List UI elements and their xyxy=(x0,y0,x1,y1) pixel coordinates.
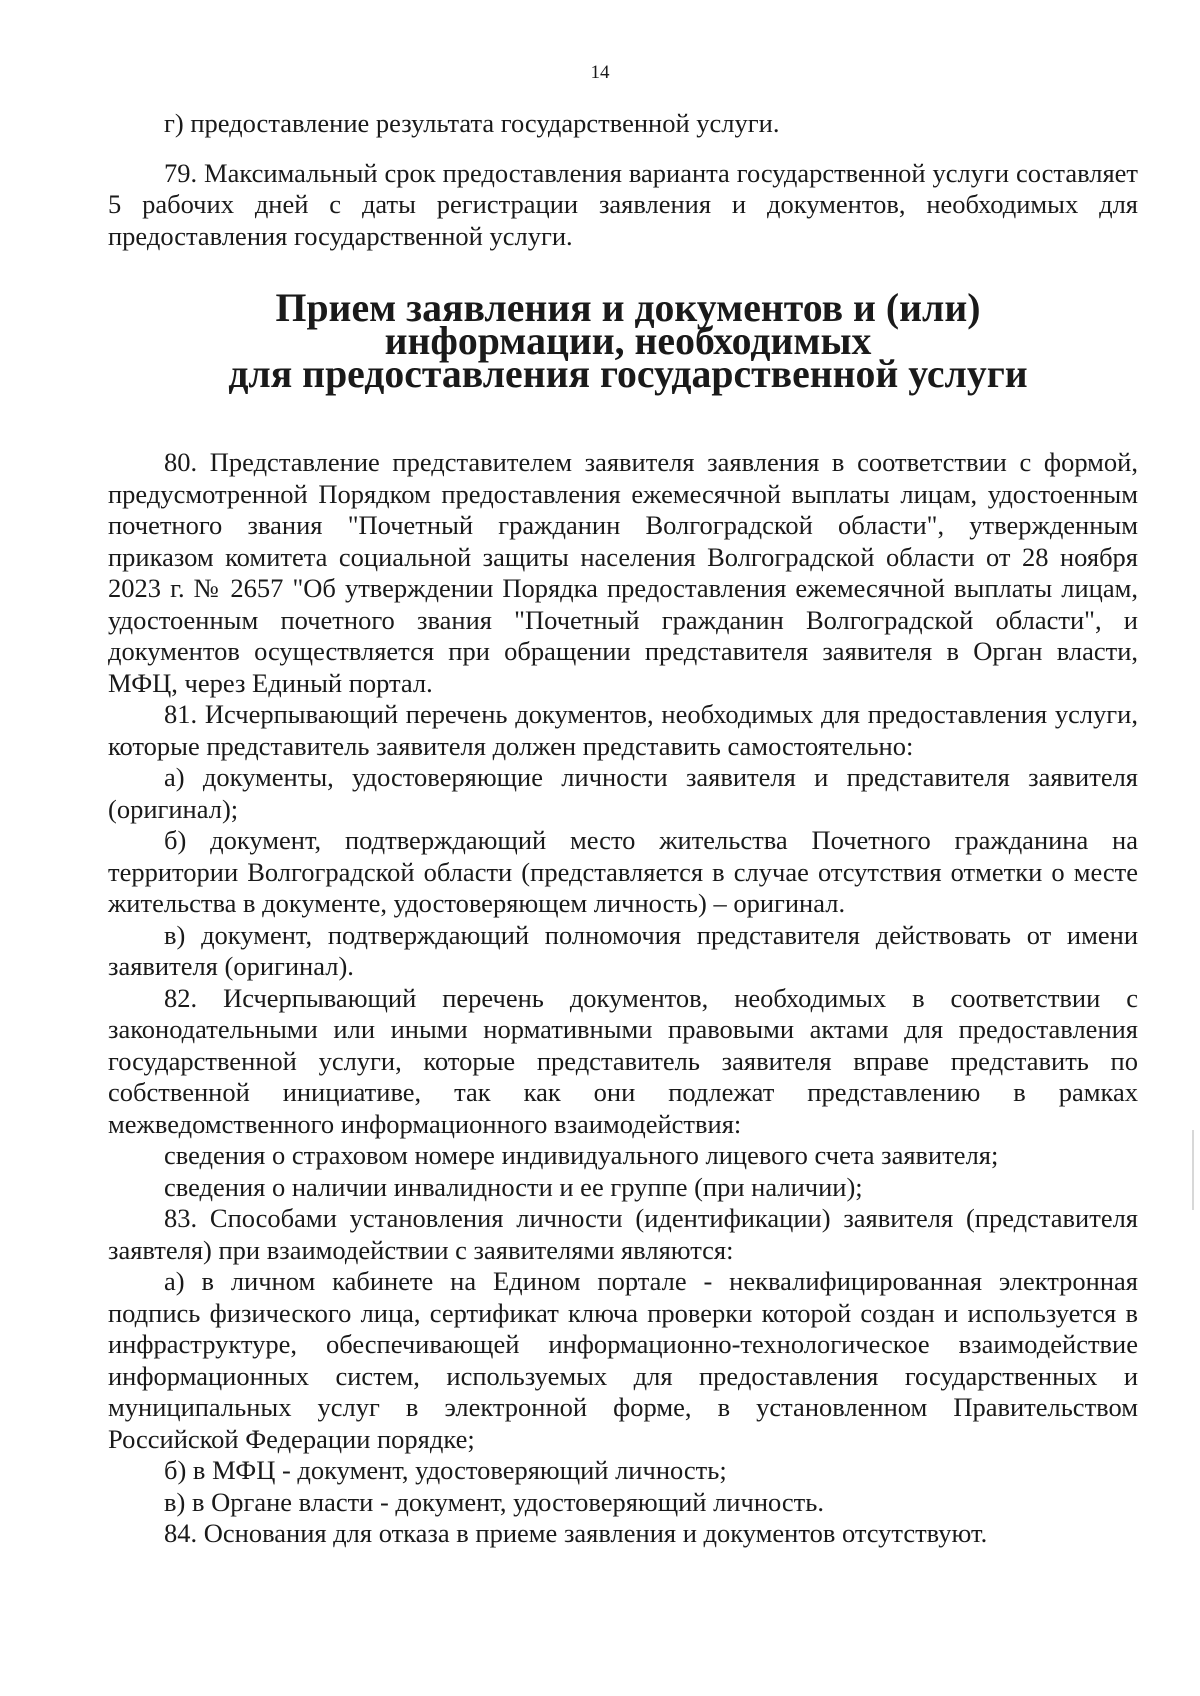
paragraph-83-b: б) в МФЦ - документ, удостоверяющий личность; xyxy=(164,1455,727,1485)
scan-edge-mark xyxy=(1192,1130,1194,1210)
paragraph-result-delivery: г) предоставление результата государственной услуги. xyxy=(164,108,780,138)
paragraph-81-a: а) документы, удостоверяющие личности заявителя и представителя заявителя (оригинал); xyxy=(108,762,1138,824)
paragraph-81-b: б) документ, подтверждающий место жительства Почетного гражданина на территории Волгоградской области (представляется в случае отсутствия отметки о месте жительства в документе, удостоверяющем личность) – оригинал. xyxy=(108,825,1138,918)
paragraph-83-v: в) в Органе власти - документ, удостоверяющий личность. xyxy=(164,1486,824,1517)
paragraph-81: 81. Исчерпывающий перечень документов, необходимых для предоставления услуги, которые представитель заявителя должен представить самостоятельно: xyxy=(108,699,1138,761)
section-heading xyxy=(108,286,1138,396)
paragraph-83-a: а) в личном кабинете на Едином портале - неквалифицированная электронная подпись физического лица, сертификат ключа проверки которой создан и используется в инфраструктуре, обеспечивающей информационно-технологическое взаимодействие информационных систем, используемых для предоставления государственных и муниципальных услуг в электронной форме, в установленном Правительством Российской Федерации порядке; xyxy=(108,1266,1138,1454)
section-heading-line-1: Прием заявления и документов и (или) информации, необходимых xyxy=(275,286,981,363)
paragraph-79: 79. Максимальный срок предоставления варианта государственной услуги составляет 5 рабочих дней с даты регистрации заявления и документов, необходимых для предоставления государственной услуги. xyxy=(108,157,1138,251)
paragraph-81-v: в) документ, подтверждающий полномочия представителя действовать от имени заявителя (оригинал). xyxy=(108,919,1138,981)
page-number: 14 xyxy=(590,62,610,83)
paragraph-82-item-1: сведения о страховом номере индивидуального лицевого счета заявителя; xyxy=(164,1140,999,1170)
paragraph-84: 84. Основания для отказа в приеме заявления и документов отсутствуют. xyxy=(164,1518,988,1548)
document-body xyxy=(108,108,1138,1550)
section-heading-line-2: для предоставления государственной услуги xyxy=(228,352,1028,396)
paragraph-83: 83. Способами установления личности (идентификации) заявителя (представителя заявтеля) при взаимодействии с заявителями являются: xyxy=(108,1203,1138,1265)
paragraph-82-item-2: сведения о наличии инвалидности и ее группе (при наличии); xyxy=(164,1171,863,1202)
paragraph-80: 80. Представление представителем заявителя заявления в соответствии с формой, предусмотренной Порядком предоставления ежемесячной выплаты лицам, удостоенным почетного звания "Почетный гражданин Волгоградской области", утвержденным приказом комитета социальной защиты населения Волгоградской области от 28 ноября 2023 г. № 2657 "Об утверждении Порядка предоставления ежемесячной выплаты лицам, удостоенным почетного звания "Почетный гражданин Волгоградской области", и документов осуществляется при обращении представителя заявителя в Орган власти, МФЦ, через Единый портал. xyxy=(108,447,1138,698)
paragraph-82: 82. Исчерпывающий перечень документов, необходимых в соответствии с законодательными или иными нормативными правовыми актами для предоставления государственной услуги, которые представитель заявителя вправе представить по собственной инициативе, так как они подлежат представлению в рамках межведомственного информационного взаимодействия: xyxy=(108,982,1138,1139)
